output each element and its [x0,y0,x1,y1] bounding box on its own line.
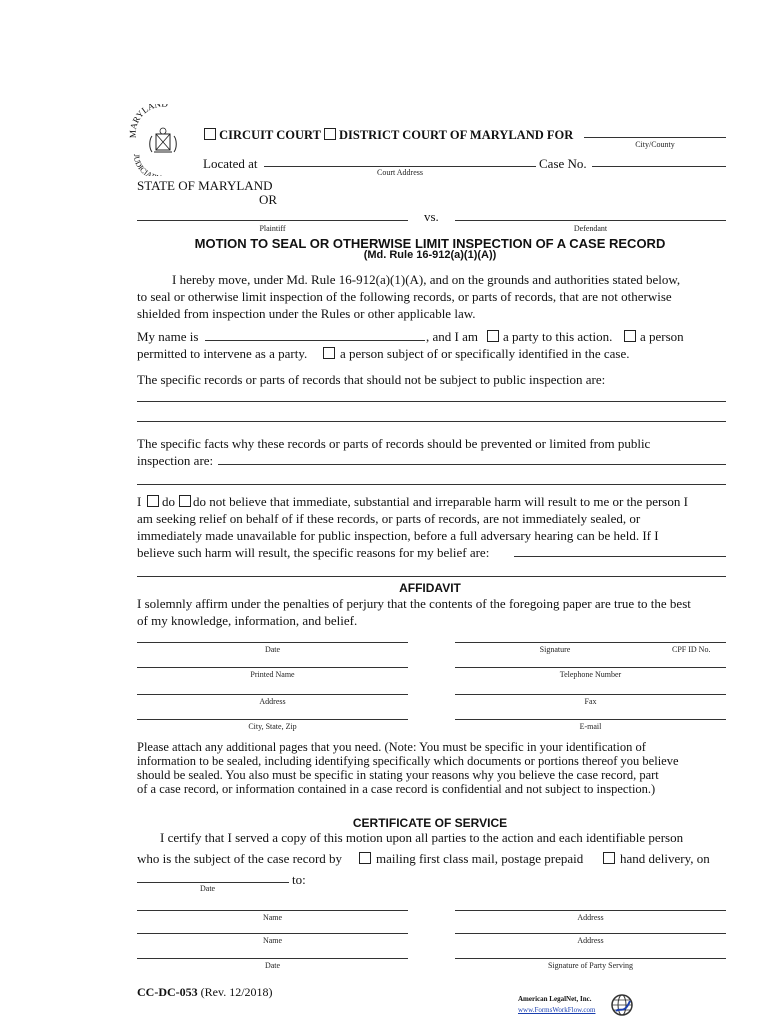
harm-reasons-field-2[interactable] [137,576,726,577]
publisher-name: American LegalNet, Inc. [518,995,592,1003]
do-not-checkbox[interactable] [179,495,191,507]
district-court-label: DISTRICT COURT OF MARYLAND FOR [338,128,574,142]
defendant-label: Defendant [573,224,608,233]
my-name-field[interactable] [205,340,425,341]
seal-text-bottom: JUDICIA [131,153,154,176]
court-address-label: Court Address [377,168,423,177]
service-date-field[interactable] [137,882,289,883]
form-title: MOTION TO SEAL OR OTHERWISE LIMIT INSPECTION OF A CASE RECORD [194,236,666,251]
maryland-seal [128,104,198,176]
intro-line-1: I hereby move, under Md. Rule 16-912(a)(1)(A), and on the grounds and authorities stated below, [172,272,681,287]
cpf-label: CPF ID No. [672,645,711,654]
service-address-field-2[interactable] [455,933,726,934]
service-name-label-1: Name [262,913,283,922]
hand-delivery-checkbox[interactable] [603,852,615,864]
affidavit-date-label: Date [264,645,281,654]
mail-checkbox[interactable] [359,852,371,864]
form-subtitle: (Md. Rule 16-912(a)(1)(A)) [363,249,497,261]
district-court-checkbox[interactable] [324,128,336,140]
city-county-label: City/County [635,140,675,149]
do-checkbox[interactable] [147,495,159,507]
affidavit-date-field[interactable] [137,642,408,643]
affidavit-signature-label: Signature [539,645,571,654]
case-no-field[interactable] [592,166,726,167]
party-label: a party to this action. [503,329,613,344]
fax-field[interactable] [455,694,726,695]
service-signature-label: Signature of Party Serving [547,961,634,970]
harm-reasons-field-1[interactable] [514,556,726,557]
circuit-court-label: CIRCUIT COURT [219,128,321,142]
facts-field-2[interactable] [137,484,726,485]
form-revision: (Rev. 12/2018) [200,985,273,999]
hand-delivery-label: hand delivery, on [620,851,710,866]
intervene-label: permitted to intervene as a party. [137,346,308,361]
seal-text-top: MARYLAN [128,104,162,139]
form-id: CC-DC-053 [137,985,198,999]
defendant-field[interactable] [455,220,726,221]
harm-line-1: do not believe that immediate, substantial and irreparable harm will result to me or the person I [193,494,688,509]
certificate-heading: CERTIFICATE OF SERVICE [352,816,508,830]
telephone-field[interactable] [455,667,726,668]
note-line-4: of a case record, or information contained in a case record is confidential and not subject to inspection.) [137,782,656,796]
globe-icon [610,993,634,1017]
service-name-label-2: Name [262,936,283,945]
service-address-label-2: Address [577,936,604,945]
intro-line-3: shielded from inspection under the Rules or other applicable law. [137,306,476,321]
address-field[interactable] [137,694,408,695]
mail-label: mailing first class mail, postage prepaid [376,851,584,866]
subject-checkbox[interactable] [323,347,335,359]
vs-label: vs. [424,209,439,224]
seal-icon [128,104,198,176]
note-line-3: should be sealed. You also must be specific in stating your reasons why you believe the case record, part [137,768,659,782]
affidavit-line-2: of my knowledge, information, and belief. [137,613,358,628]
records-field-2[interactable] [137,421,726,422]
address-label: Address [259,697,286,706]
court-address-field[interactable] [264,166,536,167]
subject-label: a person subject of or specifically identified in the case. [340,346,630,361]
located-at-label: Located at [203,156,258,171]
service-date-field-2[interactable] [137,958,408,959]
affidavit-heading: AFFIDAVIT [399,581,461,595]
service-date-label: Date [200,884,216,893]
records-prompt: The specific records or parts of records that should not be subject to public inspection are: [137,372,606,387]
harm-line-2: am seeking relief on behalf of if these records, or parts of records, are not immediately sealed, or [137,511,641,526]
and-i-am-label: , and I am [426,329,478,344]
facts-field-1[interactable] [218,464,726,465]
or-label: OR [259,192,278,207]
harm-line-4: believe such harm will result, the specific reasons for my belief are: [137,545,490,560]
city-county-field[interactable] [584,137,726,138]
intro-line-2: to seal or otherwise limit inspection of the following records, or parts of records, that are not otherwise [137,289,672,304]
facts-line-1: The specific facts why these records or parts of records should be prevented or limited from public [137,436,651,451]
to-label: to: [292,872,306,887]
plaintiff-label: Plaintiff [259,224,286,233]
svg-text:MARYLAND [128,104,169,138]
affidavit-signature-field[interactable] [455,642,726,643]
affidavit-line-1: I solemnly affirm under the penalties of perjury that the contents of the foregoing paper are true to the best [137,596,691,611]
note-line-2: information to be sealed, including identifying specifically which documents or portions thereof you believe [137,754,679,768]
harm-line-3: immediately made unavailable for public inspection, before a full adversary hearing can be held. If I [137,528,659,543]
service-name-field-2[interactable] [137,933,408,934]
facts-line-2: inspection are: [137,453,214,468]
do-label: do [162,494,175,509]
circuit-court-checkbox[interactable] [204,128,216,140]
person-label: a person [640,329,684,344]
note-line-1: Please attach any additional pages that you need. (Note: You must be specific in your identification of [137,740,646,754]
certificate-line-1: I certify that I served a copy of this motion upon all parties to the action and each identifiable person [160,830,684,845]
svg-text:JUDICIARY [132,154,162,176]
certificate-line-2: who is the subject of the case record by [137,851,343,866]
harm-i: I [137,494,142,509]
case-no-label: Case No. [539,156,587,171]
email-field[interactable] [455,719,726,720]
service-address-field-1[interactable] [455,910,726,911]
service-address-label-1: Address [577,913,604,922]
telephone-label: Telephone Number [559,670,622,679]
service-signature-field[interactable] [455,958,726,959]
publisher-url[interactable]: www.FormsWorkFlow.com [518,1006,596,1014]
service-name-field-1[interactable] [137,910,408,911]
printed-name-field[interactable] [137,667,408,668]
fax-label: Fax [584,697,597,706]
service-date-label-2: Date [264,961,281,970]
email-label: E-mail [579,722,602,731]
my-name-label: My name is [137,329,199,344]
records-field-1[interactable] [137,401,726,402]
printed-name-label: Printed Name [250,670,295,679]
plaintiff-field[interactable] [137,220,408,221]
party-checkbox[interactable] [487,330,499,342]
intervene-checkbox[interactable] [624,330,636,342]
publisher-box [512,992,634,1018]
state-of-maryland: STATE OF MARYLAND [137,178,273,193]
city-state-zip-field[interactable] [137,719,408,720]
city-state-zip-label: City, State, Zip [248,722,297,731]
